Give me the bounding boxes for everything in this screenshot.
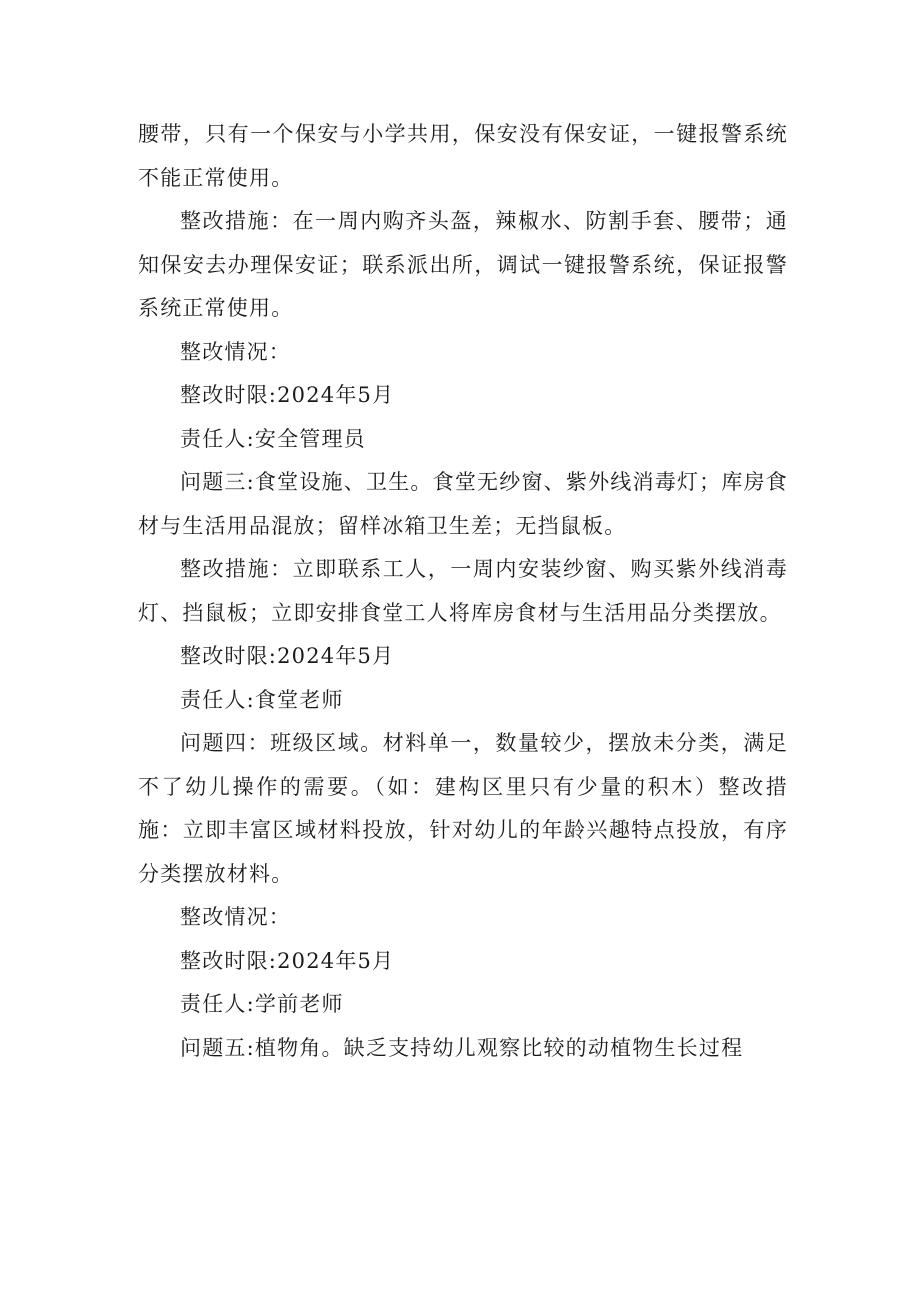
paragraph-deadline-3: 整改时限:2024年5月 (180, 644, 395, 668)
paragraph-rectification-measures-3: 整改措施：立即联系工人，一周内安装纱窗、购买紫外线消毒灯、挡鼠板；立即安排食堂工人将库房食材与生活用品分类摆放。 (138, 557, 788, 625)
paragraph-responsible-3: 责任人:食堂老师 (180, 687, 344, 712)
paragraph-issue-3: 问题三:食堂设施、卫生。食堂无纱窗、紫外线消毒灯；库房食材与生活用品混放；留样冰箱卫生差；无挡鼠板。 (138, 470, 788, 538)
paragraph-rectification-measures-2: 整改措施：在一周内购齐头盔，辣椒水、防割手套、腰带；通知保安去办理保安证；联系派出所，调试一键报警系统，保证报警系统正常使用。 (138, 209, 788, 320)
paragraph-responsible-2: 责任人:安全管理员 (180, 426, 366, 451)
paragraph-issue-4: 问题四：班级区域。材料单一，数量较少，摆放未分类，满足不了幼儿操作的需要。（如：建构区里只有少量的积木）整改措施：立即丰富区域材料投放，针对幼儿的年龄兴趣特点投放，有序分类摆放材料。 (138, 731, 788, 886)
paragraph-continuation: 腰带，只有一个保安与小学共用，保安没有保安证，一键报警系统不能正常使用。 (138, 122, 788, 190)
paragraph-rectification-status-4: 整改情况： (180, 905, 291, 929)
document-body (138, 113, 788, 1070)
paragraph-rectification-status-2: 整改情况： (180, 339, 291, 364)
paragraph-deadline-4: 整改时限:2024年5月 (180, 948, 395, 973)
paragraph-deadline-2: 整改时限:2024年5月 (180, 383, 395, 407)
paragraph-responsible-4: 责任人:学前老师 (180, 992, 344, 1016)
paragraph-issue-5: 问题五:植物角。缺乏支持幼儿观察比较的动植物生长过程 (180, 1035, 744, 1060)
